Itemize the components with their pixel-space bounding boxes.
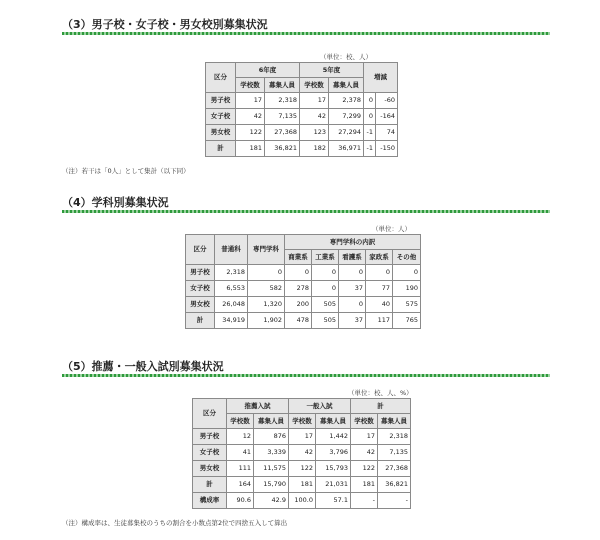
cell: -150 [376, 141, 398, 157]
cell: 181 [351, 477, 378, 493]
table-row [186, 281, 421, 297]
cell: 57.1 [316, 493, 351, 509]
table-school-type [205, 62, 398, 157]
cell: 42.9 [254, 493, 289, 509]
cell: 11,575 [254, 461, 289, 477]
row-label: 男子校 [206, 93, 236, 109]
cell: 40 [366, 297, 393, 313]
section-3-unit: （単位：校、人） [320, 53, 372, 61]
header-group-general: 一般入試 [289, 399, 351, 414]
header-group-total: 計 [351, 399, 411, 414]
section-3-divider [62, 32, 550, 35]
section-4-title: （4）学科別募集状況 [62, 196, 169, 209]
cell: 0 [248, 265, 285, 281]
cell: -60 [376, 93, 398, 109]
cell: 26,048 [215, 297, 248, 313]
cell: 181 [236, 141, 265, 157]
cell: 7,135 [378, 445, 411, 461]
header-corner: 区分 [193, 399, 227, 429]
header-corner: 区分 [186, 235, 215, 265]
cell: 100.0 [289, 493, 316, 509]
cell: 164 [227, 477, 254, 493]
cell: 42 [289, 445, 316, 461]
cell: 34,919 [215, 313, 248, 329]
section-5-divider [62, 374, 550, 377]
header-sub: その他 [393, 250, 421, 265]
cell: 6,553 [215, 281, 248, 297]
cell: 123 [300, 125, 329, 141]
row-label: 男女校 [206, 125, 236, 141]
header-sub: 商業系 [285, 250, 312, 265]
cell: 12 [227, 429, 254, 445]
header-specialized: 専門学科 [248, 235, 285, 265]
cell: 575 [393, 297, 421, 313]
row-label: 計 [186, 313, 215, 329]
cell: 1,902 [248, 313, 285, 329]
cell: 182 [300, 141, 329, 157]
cell: 27,368 [378, 461, 411, 477]
header-sub: 募集人員 [378, 414, 411, 429]
table-admission-type [192, 398, 411, 509]
header-sub: 工業系 [312, 250, 339, 265]
cell: 7,135 [265, 109, 300, 125]
section-5-unit: （単位：校、人、%） [348, 389, 413, 397]
cell: 0 [285, 265, 312, 281]
table-row [206, 125, 398, 141]
header-corner: 区分 [206, 63, 236, 93]
cell: 111 [227, 461, 254, 477]
cell: 0 [312, 265, 339, 281]
cell: 122 [289, 461, 316, 477]
cell: 582 [248, 281, 285, 297]
header-sub: 募集人員 [265, 78, 300, 93]
cell: 1,442 [316, 429, 351, 445]
cell: 1,320 [248, 297, 285, 313]
cell: 0 [339, 265, 366, 281]
section-4-divider [62, 210, 550, 213]
table-row [206, 93, 398, 109]
cell: 278 [285, 281, 312, 297]
section-4-unit: （単位：人） [372, 225, 411, 233]
cell: 505 [312, 297, 339, 313]
cell: 17 [236, 93, 265, 109]
table-row [186, 265, 421, 281]
header-sub: 家政系 [366, 250, 393, 265]
cell: 117 [366, 313, 393, 329]
cell: 42 [236, 109, 265, 125]
cell: -1 [364, 141, 376, 157]
cell: 0 [364, 109, 376, 125]
cell: 37 [339, 313, 366, 329]
row-label: 男子校 [193, 429, 227, 445]
cell: 41 [227, 445, 254, 461]
table-row-total [193, 477, 411, 493]
cell: 0 [339, 297, 366, 313]
header-change: 増減 [364, 63, 398, 93]
cell: 0 [364, 93, 376, 109]
cell: -1 [364, 125, 376, 141]
cell: 74 [376, 125, 398, 141]
section-5-title: （5）推薦・一般入試別募集状況 [62, 360, 224, 373]
cell: 190 [393, 281, 421, 297]
cell: 181 [289, 477, 316, 493]
row-label: 女子校 [186, 281, 215, 297]
table-row [193, 445, 411, 461]
header-sub: 学校数 [300, 78, 329, 93]
cell: 21,031 [316, 477, 351, 493]
header-sub: 募集人員 [254, 414, 289, 429]
cell: 122 [351, 461, 378, 477]
table-row [193, 461, 411, 477]
cell: 200 [285, 297, 312, 313]
cell: 15,790 [254, 477, 289, 493]
row-label: 男女校 [186, 297, 215, 313]
cell: 478 [285, 313, 312, 329]
cell: 17 [289, 429, 316, 445]
table-department [185, 234, 421, 329]
cell: 36,821 [378, 477, 411, 493]
section-3-note: （注）若干は「0人」として集計（以下同） [62, 167, 190, 175]
row-label: 女子校 [206, 109, 236, 125]
cell: 27,294 [329, 125, 364, 141]
cell: 2,318 [215, 265, 248, 281]
header-sub: 募集人員 [316, 414, 351, 429]
row-label: 女子校 [193, 445, 227, 461]
cell: 505 [312, 313, 339, 329]
row-label: 計 [206, 141, 236, 157]
cell: 2,378 [329, 93, 364, 109]
cell: 42 [300, 109, 329, 125]
section-5-note: （注）構成率は、生徒募集校のうちの割合を小数点第2位で四捨五入して算出 [62, 519, 288, 527]
table-row [206, 109, 398, 125]
cell: 3,339 [254, 445, 289, 461]
cell: 0 [366, 265, 393, 281]
cell: 90.6 [227, 493, 254, 509]
cell: 122 [236, 125, 265, 141]
header-sub: 看護系 [339, 250, 366, 265]
table-row [186, 297, 421, 313]
table-row [193, 429, 411, 445]
row-label: 構成率 [193, 493, 227, 509]
cell: - [351, 493, 378, 509]
header-general: 普通科 [215, 235, 248, 265]
cell: 27,368 [265, 125, 300, 141]
cell: -164 [376, 109, 398, 125]
cell: 3,796 [316, 445, 351, 461]
header-sub: 学校数 [236, 78, 265, 93]
cell: 36,821 [265, 141, 300, 157]
header-group-recommendation: 推薦入試 [227, 399, 289, 414]
cell: 765 [393, 313, 421, 329]
cell: 17 [351, 429, 378, 445]
cell: 42 [351, 445, 378, 461]
row-label: 計 [193, 477, 227, 493]
cell: 77 [366, 281, 393, 297]
row-label: 男女校 [193, 461, 227, 477]
cell: 17 [300, 93, 329, 109]
cell: 2,318 [378, 429, 411, 445]
cell: 7,299 [329, 109, 364, 125]
header-sub: 募集人員 [329, 78, 364, 93]
cell: 876 [254, 429, 289, 445]
header-sub: 学校数 [289, 414, 316, 429]
cell: 0 [393, 265, 421, 281]
cell: 37 [339, 281, 366, 297]
header-sub: 学校数 [351, 414, 378, 429]
header-breakdown: 専門学科の内訳 [285, 235, 421, 250]
cell: 15,793 [316, 461, 351, 477]
header-group-previous-year: 5年度 [300, 63, 364, 78]
cell: 0 [312, 281, 339, 297]
row-label: 男子校 [186, 265, 215, 281]
table-row-total [206, 141, 398, 157]
cell: - [378, 493, 411, 509]
header-group-current-year: 6年度 [236, 63, 300, 78]
table-row-ratio [193, 493, 411, 509]
cell: 2,318 [265, 93, 300, 109]
header-sub: 学校数 [227, 414, 254, 429]
table-row-total [186, 313, 421, 329]
cell: 36,971 [329, 141, 364, 157]
section-3-title: （3）男子校・女子校・男女校別募集状況 [62, 18, 268, 31]
